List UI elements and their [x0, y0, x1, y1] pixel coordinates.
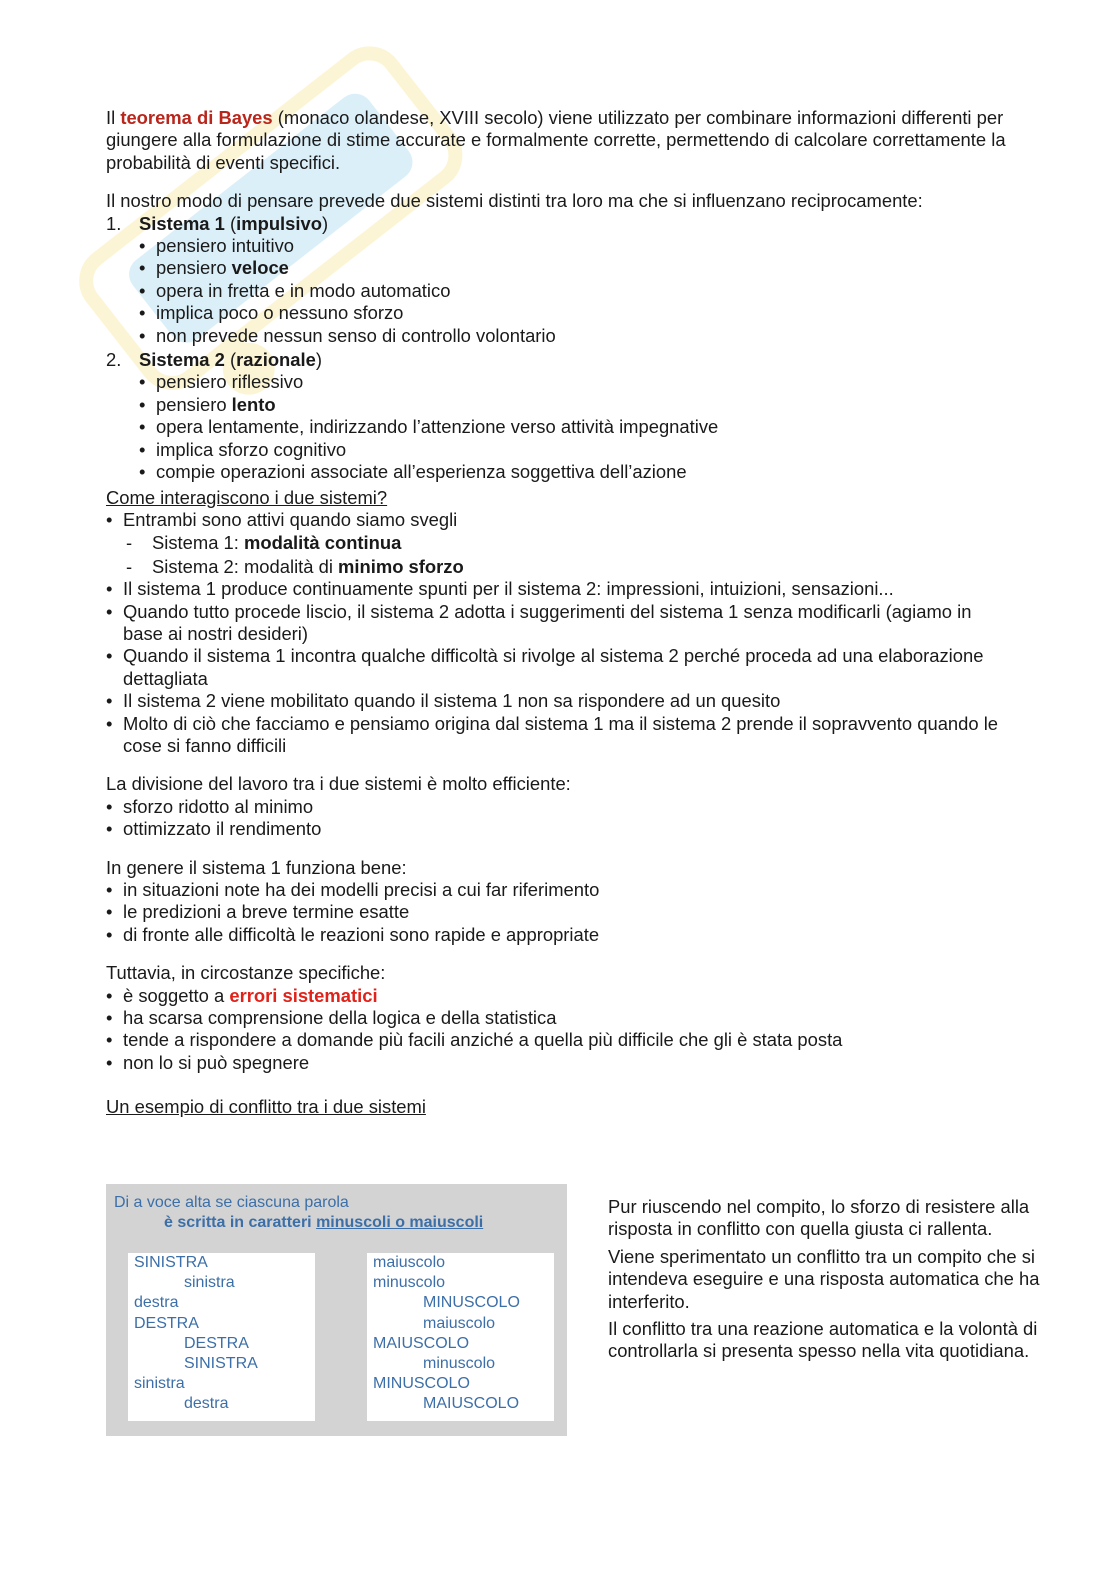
- list-item: • implica sforzo cognitivo: [139, 438, 347, 460]
- list-item: • è soggetto a errori sistematici: [106, 984, 378, 1006]
- system2-block: 2. Sistema 2 (razionale) • pensiero riflessivo • pensiero lento • opera lentamente, indirizzando l’attenzione verso attività impegnative • implica sforzo cognitivo • compie operazioni associate all’esperienza soggettiva dell’azione: [106, 349, 1006, 483]
- list-item: • di fronte alle difficoltà le reazioni sono rapide e appropriate: [106, 923, 600, 945]
- errors-term: errori sistematici: [229, 984, 378, 1006]
- list-item: • ha scarsa comprensione della logica e della statistica: [106, 1007, 557, 1029]
- stroop-word: SINISTRA: [134, 1254, 208, 1271]
- stroop-word: sinistra: [184, 1274, 235, 1292]
- list-item: - Sistema 2: modalità di minimo sforzo: [126, 555, 464, 577]
- list-item: • pensiero riflessivo: [139, 371, 304, 393]
- stroop-word: MINUSCOLO: [423, 1294, 520, 1312]
- document-body: [106, 107, 1006, 1119]
- list-item: • opera lentamente, indirizzando l’attenzione verso attività impegnative: [139, 416, 719, 438]
- stroop-word: MINUSCOLO: [373, 1375, 470, 1393]
- division-lead: La divisione del lavoro tra i due sistemi è molto efficiente:: [106, 773, 571, 795]
- stroop-figure: [106, 1184, 567, 1436]
- list-item: • pensiero lento: [139, 393, 276, 415]
- stroop-word: destra: [134, 1294, 179, 1312]
- bayes-paragraph: Il teorema di Bayes (monaco olandese, XVIII secolo) viene utilizzato per combinare informazioni differenti per giungere alla formulazione di stime accurate e formalmente corrette, permettendo di calcolare correttamente la probabilità di eventi specifici.: [106, 107, 1006, 173]
- list-item: • compie operazioni associate all’esperienza soggettiva dell’azione: [139, 461, 687, 483]
- example-heading: Un esempio di conflitto tra i due sistemi: [106, 1096, 426, 1118]
- stroop-instruction-2: è scritta in caratteri minuscoli o maiuscoli: [164, 1214, 484, 1231]
- list-item: • opera in fretta e in modo automatico: [139, 279, 451, 301]
- stroop-instruction: Di a voce alta se ciascuna parola: [114, 1194, 349, 1211]
- list-item: • Il sistema 1 produce continuamente spunti per il sistema 2: impressioni, intuizioni, sensazioni...: [106, 578, 894, 600]
- list-item: • le predizioni a breve termine esatte: [106, 901, 410, 923]
- stroop-left-column: [128, 1253, 315, 1421]
- stroop-word: MAIUSCOLO: [423, 1395, 520, 1413]
- interact-list: [106, 509, 1006, 757]
- example-explanation: [608, 1196, 1058, 1368]
- however-lead: Tuttavia, in circostanze specifiche:: [106, 962, 386, 984]
- list-item: • pensiero intuitivo: [139, 235, 295, 257]
- stroop-word: minuscolo: [373, 1274, 446, 1292]
- stroop-word: DESTRA: [184, 1334, 249, 1352]
- stroop-word: sinistra: [134, 1375, 185, 1393]
- list-item: • Il sistema 2 viene mobilitato quando il sistema 1 non sa rispondere ad un quesito: [106, 690, 781, 712]
- list-item: • Entrambi sono attivi quando siamo svegli: [106, 508, 458, 530]
- list-item: • non lo si può spegnere: [106, 1051, 310, 1073]
- stroop-word: SINISTRA: [184, 1354, 258, 1372]
- list-item: • ottimizzato il rendimento: [106, 818, 322, 840]
- list-item: • non prevede nessun senso di controllo volontario: [139, 324, 556, 346]
- list-item: - Sistema 1: modalità continua: [126, 532, 402, 554]
- list-item: • tende a rispondere a domande più facili anziché a quella più difficile che gli è stata posta: [106, 1029, 843, 1051]
- bayes-term: teorema di Bayes: [120, 107, 273, 128]
- explanation-paragraph: Viene sperimentato un conflitto tra un compito che si intendeva eseguire e una risposta automatica che ha interferito.: [608, 1245, 1040, 1312]
- list-item: • sforzo ridotto al minimo: [106, 795, 314, 817]
- systems-intro: Il nostro modo di pensare prevede due sistemi distinti tra loro ma che si influenzano reciprocamente:: [106, 190, 923, 212]
- list-item: • Quando tutto procede liscio, il sistema 2 adotta i suggerimenti del sistema 1 senza modificarli (agiamo in base ai nostri desideri): [106, 600, 972, 644]
- stroop-word: minuscolo: [423, 1354, 496, 1372]
- list-item: • in situazioni note ha dei modelli precisi a cui far riferimento: [106, 879, 600, 900]
- list-item: • implica poco o nessuno sforzo: [139, 302, 404, 324]
- interact-heading: Come interagiscono i due sistemi?: [106, 486, 388, 508]
- list-item: • Molto di ciò che facciamo e pensiamo origina dal sistema 1 ma il sistema 2 prende il sopravvento quando le cose si fanno difficili: [106, 712, 999, 756]
- stroop-word: DESTRA: [134, 1314, 199, 1332]
- stroop-right-column: [367, 1253, 554, 1421]
- list-item: • pensiero veloce: [139, 257, 289, 279]
- system1-block: 1. Sistema 1 (impulsivo) • pensiero intuitivo • pensiero veloce • opera in fretta e in modo automatico • implica poco o nessuno sforzo • non prevede nessun senso di controllo volontario: [106, 213, 1006, 347]
- general-lead: In genere il sistema 1 funziona bene:: [106, 856, 407, 878]
- stroop-word: destra: [184, 1395, 229, 1413]
- stroop-word: maiuscolo: [373, 1254, 446, 1271]
- stroop-word: maiuscolo: [423, 1314, 496, 1332]
- explanation-paragraph: Il conflitto tra una reazione automatica e la volontà di controllarla si presenta spesso nella vita quotidiana.: [608, 1318, 1038, 1362]
- stroop-word: MAIUSCOLO: [373, 1334, 470, 1352]
- list-item: • Quando il sistema 1 incontra qualche difficoltà si rivolge al sistema 2 perché proceda ad una elaborazione dettagliata: [106, 645, 984, 689]
- explanation-paragraph: Pur riuscendo nel compito, lo sforzo di resistere alla risposta in conflitto con quella giusta ci rallenta.: [608, 1196, 1030, 1240]
